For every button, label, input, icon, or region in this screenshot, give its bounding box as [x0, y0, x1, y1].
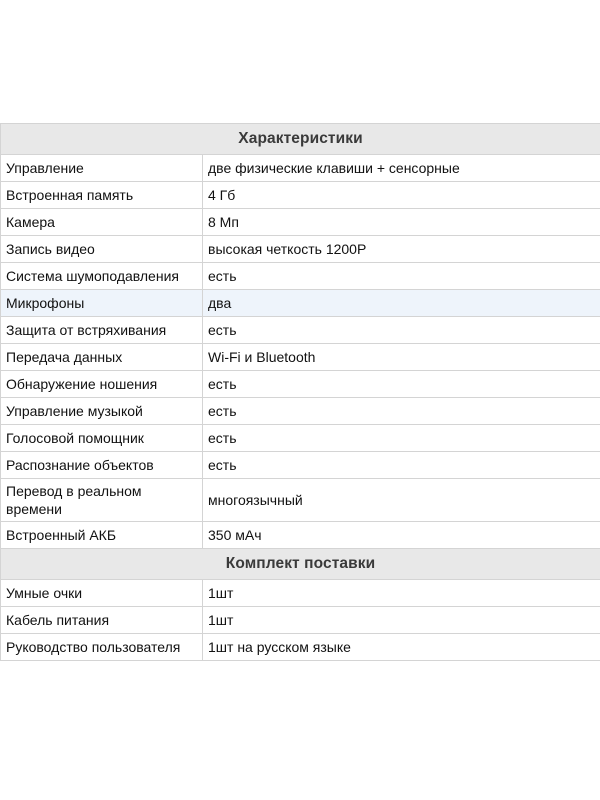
row-value: многоязычный	[203, 479, 600, 522]
row-label: Голосовой помощник	[1, 425, 203, 452]
table-row	[1, 634, 600, 661]
specifications-table	[0, 123, 600, 661]
row-label: Умные очки	[1, 580, 203, 607]
row-label: Перевод в реальном времени	[1, 479, 203, 522]
row-label: Встроенный АКБ	[1, 522, 203, 549]
table-row	[1, 155, 600, 182]
table-row	[1, 182, 600, 209]
row-value: две физические клавиши + сенсорные	[203, 155, 600, 182]
table-row	[1, 522, 600, 549]
row-label: Распознание объектов	[1, 452, 203, 479]
row-value: Wi-Fi и Bluetooth	[203, 344, 600, 371]
row-value: высокая четкость 1200P	[203, 236, 600, 263]
section-title-specs: Характеристики	[1, 124, 600, 155]
row-label: Управление музыкой	[1, 398, 203, 425]
table-row	[1, 398, 600, 425]
row-label: Руководство пользователя	[1, 634, 203, 661]
table-row	[1, 479, 600, 522]
row-label: Запись видео	[1, 236, 203, 263]
row-label: Управление	[1, 155, 203, 182]
table-row	[1, 425, 600, 452]
table-row	[1, 452, 600, 479]
row-label: Передача данных	[1, 344, 203, 371]
table-row	[1, 607, 600, 634]
table-row	[1, 344, 600, 371]
row-value: есть	[203, 452, 600, 479]
row-label: Камера	[1, 209, 203, 236]
section-header-row	[1, 549, 600, 580]
row-value: 1шт	[203, 580, 600, 607]
table-row	[1, 371, 600, 398]
row-label: Микрофоны	[1, 290, 203, 317]
row-label: Система шумоподавления	[1, 263, 203, 290]
section-header-row	[1, 124, 600, 155]
table-row	[1, 580, 600, 607]
row-label: Защита от встряхивания	[1, 317, 203, 344]
table-row	[1, 236, 600, 263]
row-label: Обнаружение ношения	[1, 371, 203, 398]
row-value: есть	[203, 317, 600, 344]
table-row	[1, 209, 600, 236]
row-label: Кабель питания	[1, 607, 203, 634]
row-value: есть	[203, 263, 600, 290]
table-row	[1, 263, 600, 290]
table-row	[1, 317, 600, 344]
row-value: 4 Гб	[203, 182, 600, 209]
row-value: есть	[203, 425, 600, 452]
section-title-package: Комплект поставки	[1, 549, 600, 580]
row-label: Встроенная память	[1, 182, 203, 209]
row-value: 1шт	[203, 607, 600, 634]
row-value: есть	[203, 371, 600, 398]
row-value: 8 Мп	[203, 209, 600, 236]
row-value: 350 мАч	[203, 522, 600, 549]
row-value: 1шт на русском языке	[203, 634, 600, 661]
row-value: есть	[203, 398, 600, 425]
row-value: два	[203, 290, 600, 317]
table-row	[1, 290, 600, 317]
